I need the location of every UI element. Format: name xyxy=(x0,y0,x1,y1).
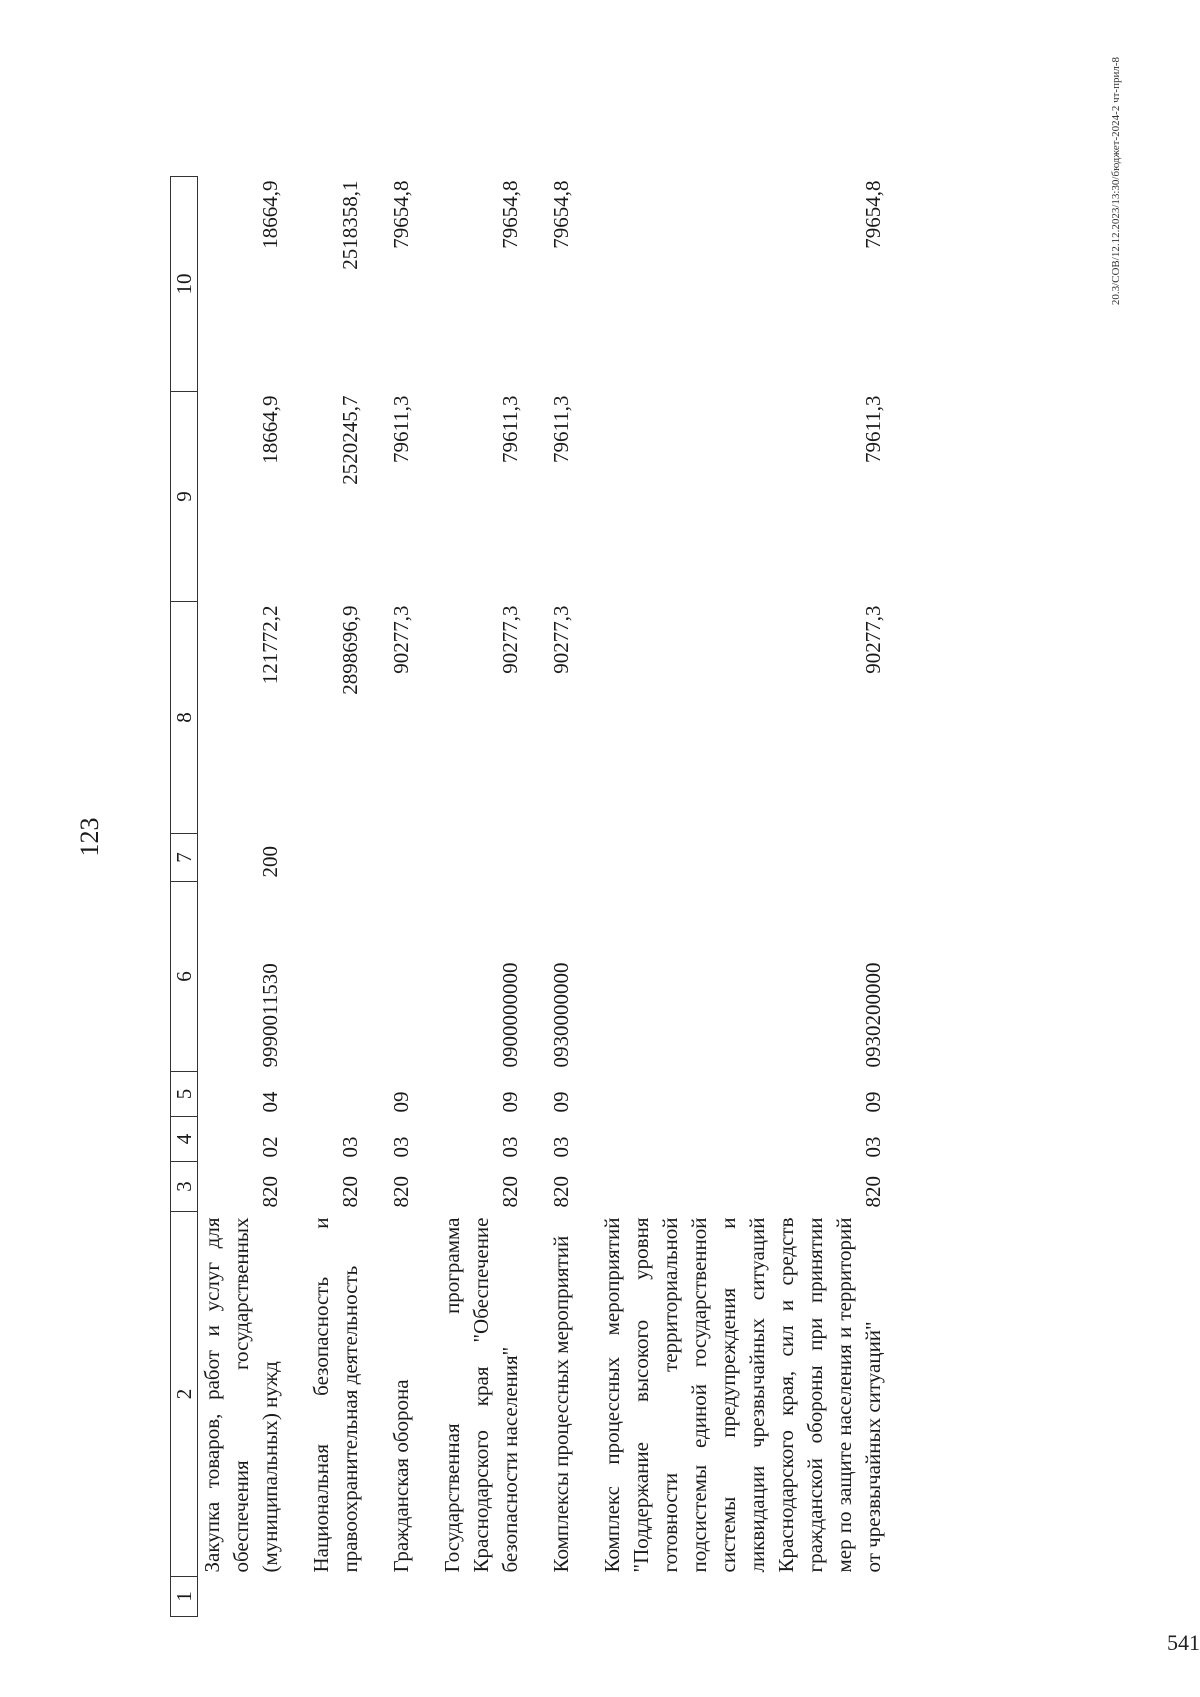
header-row xyxy=(171,177,198,1617)
cell-col1 xyxy=(285,1577,365,1617)
col-header-4: 4 xyxy=(171,1117,198,1162)
table-row xyxy=(416,177,525,1617)
cell-target-article: 9990011530 xyxy=(258,963,282,1068)
cell-target-article: 0900000000 xyxy=(498,962,522,1068)
cell-subsection: 09 xyxy=(498,1091,522,1113)
cell-ministry: 820 xyxy=(338,1176,362,1208)
cell-name: Гражданская оборона xyxy=(389,1379,413,1573)
cell-ministry: 820 xyxy=(258,1176,282,1208)
cell-subsection xyxy=(285,1072,365,1117)
cell-ministry: 820 xyxy=(549,1176,573,1208)
cell-target-article xyxy=(285,882,365,1072)
cell-amount-9: 79611,3 xyxy=(389,395,413,463)
sheet-number: 541 xyxy=(1167,1630,1200,1655)
budget-table xyxy=(170,176,888,1617)
table-row xyxy=(285,177,365,1617)
cell-section: 02 xyxy=(258,1136,282,1158)
cell-amount-9: 79611,3 xyxy=(498,395,522,463)
cell-target-article: 0930200000 xyxy=(861,962,885,1068)
col-header-6: 6 xyxy=(171,882,198,1072)
cell-amount-10: 79654,8 xyxy=(389,180,413,249)
cell-expense-type xyxy=(285,834,365,882)
cell-amount-8: 90277,3 xyxy=(861,605,885,674)
cell-expense-type xyxy=(576,834,888,882)
cell-expense-type xyxy=(365,834,416,882)
cell-amount-9: 18664,9 xyxy=(258,395,282,464)
col-header-1: 1 xyxy=(171,1577,198,1617)
cell-expense-type: 200 xyxy=(258,846,282,878)
cell-amount-10: 79654,8 xyxy=(498,180,522,249)
col-header-3: 3 xyxy=(171,1162,198,1212)
col-header-5: 5 xyxy=(171,1072,198,1117)
cell-subsection: 04 xyxy=(258,1091,282,1113)
cell-col1 xyxy=(365,1577,416,1617)
cell-amount-10: 2518358,1 xyxy=(338,180,362,270)
cell-amount-8: 90277,3 xyxy=(389,605,413,674)
cell-ministry: 820 xyxy=(861,1176,885,1208)
cell-col1 xyxy=(198,1577,286,1617)
cell-section: 03 xyxy=(549,1136,573,1158)
cell-expense-type xyxy=(416,834,525,882)
cell-subsection: 09 xyxy=(549,1091,573,1113)
cell-amount-8: 90277,3 xyxy=(549,605,573,674)
cell-section: 03 xyxy=(861,1136,885,1158)
cell-target-article xyxy=(365,882,416,1072)
cell-amount-10: 18664,9 xyxy=(258,180,282,249)
cell-subsection: 09 xyxy=(389,1091,413,1113)
cell-amount-10: 79654,8 xyxy=(549,180,573,249)
cell-expense-type xyxy=(525,834,576,882)
cell-section: 03 xyxy=(498,1136,522,1158)
cell-col1 xyxy=(525,1577,576,1617)
table-row xyxy=(576,177,888,1617)
cell-amount-10: 79654,8 xyxy=(861,180,885,249)
cell-name: Национальная безопасность и правоохранительная деятельность xyxy=(309,1217,362,1573)
cell-section: 03 xyxy=(389,1136,413,1158)
table-row xyxy=(525,177,576,1617)
table-row xyxy=(365,177,416,1617)
cell-amount-8: 2898696,9 xyxy=(338,605,362,695)
cell-name: Комплексы процессных мероприятий xyxy=(549,1235,573,1573)
page-number: 123 xyxy=(75,817,104,857)
cell-col1 xyxy=(416,1577,525,1617)
cell-amount-8: 121772,2 xyxy=(258,605,282,685)
document-footer-code: 20.3/СОВ/12.12.2023/13:30/бюджет-2024-2 чт-прил-8 xyxy=(1110,57,1122,306)
cell-target-article: 0930000000 xyxy=(549,962,573,1068)
cell-name: Комплекс процессных мероприятий "Поддержание высокого уровня готовности территориальной подсистемы единой государственной системы предупреждения и ликвидации чрезвычайных ситуаций Краснодарского края, сил и средств гражданской обороны при принятии мер по защите населения и территорий от чрезвычайных ситуаций" xyxy=(600,1217,885,1573)
col-header-8: 8 xyxy=(171,602,198,834)
cell-subsection: 09 xyxy=(861,1091,885,1113)
col-header-7: 7 xyxy=(171,834,198,882)
cell-amount-9: 79611,3 xyxy=(549,395,573,463)
cell-col1 xyxy=(576,1577,888,1617)
col-header-10: 10 xyxy=(171,177,198,392)
col-header-2: 2 xyxy=(171,1212,198,1577)
cell-ministry: 820 xyxy=(389,1176,413,1208)
cell-name: Государственная программа Краснодарского края "Обеспечение безопасности населения" xyxy=(440,1217,522,1573)
cell-ministry: 820 xyxy=(498,1176,522,1208)
cell-amount-8: 90277,3 xyxy=(498,605,522,674)
table-row xyxy=(198,177,286,1617)
col-header-9: 9 xyxy=(171,392,198,602)
cell-section: 03 xyxy=(338,1136,362,1158)
cell-amount-9: 2520245,7 xyxy=(338,395,362,485)
cell-amount-9: 79611,3 xyxy=(861,395,885,463)
cell-name: Закупка товаров, работ и услуг для обеспечения государственных (муниципальных) нужд xyxy=(200,1217,282,1573)
